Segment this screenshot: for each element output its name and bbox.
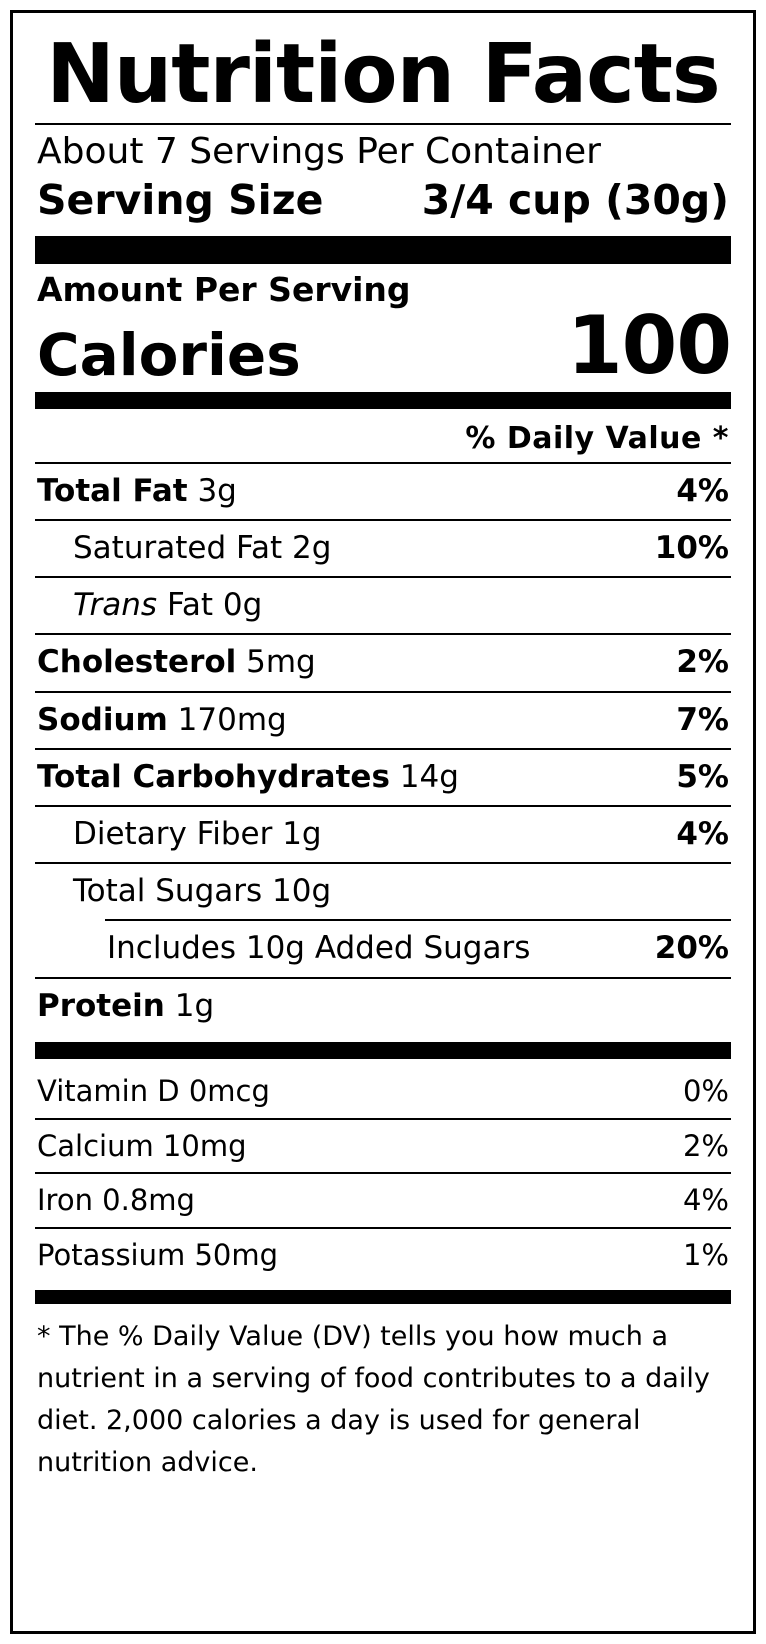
vitamin-d-dv: 0% (682, 1073, 729, 1108)
cholesterol-dv: 2% (676, 644, 729, 681)
daily-value-footnote: * The % Daily Value (DV) tells you how much a nutrient in a serving of food contributes to a daily diet. 2,000 calories a day is used for general nutrition advice. (37, 1320, 710, 1478)
total-carbohydrates-dv: 5% (676, 758, 729, 795)
page-title: Nutrition Facts (46, 27, 720, 122)
row-total-sugars (35, 862, 731, 919)
thick-divider-calories (35, 392, 731, 409)
daily-value-header: % Daily Value * (465, 420, 729, 456)
total-fat-dv: 4% (676, 472, 729, 509)
row-cholesterol (35, 633, 731, 690)
calories-row (35, 298, 731, 392)
trans-fat-label: Trans Fat 0g (73, 587, 263, 624)
row-iron (35, 1172, 731, 1227)
row-dietary-fiber (35, 805, 731, 862)
serving-size-value: 3/4 cup (30g) (421, 175, 729, 224)
saturated-fat-label: Saturated Fat 2g (73, 530, 332, 567)
calcium-dv: 2% (682, 1128, 729, 1163)
protein-label: Protein 1g (37, 987, 215, 1024)
vitamins-list (35, 1065, 731, 1282)
row-trans-fat (35, 576, 731, 633)
row-vitamin-d (35, 1065, 731, 1118)
total-sugars-label: Total Sugars 10g (73, 873, 332, 910)
added-sugars-dv: 20% (654, 930, 729, 967)
thick-divider-vitamins (35, 1042, 731, 1059)
saturated-fat-dv: 10% (654, 530, 729, 567)
thick-divider-footnote (35, 1290, 731, 1304)
serving-size-label: Serving Size (37, 175, 324, 224)
nutrients-list (35, 462, 731, 1034)
row-saturated-fat (35, 519, 731, 576)
row-total-carbohydrates (35, 748, 731, 805)
row-total-fat (35, 462, 731, 519)
calcium-label: Calcium 10mg (37, 1128, 247, 1163)
amount-per-serving-label: Amount Per Serving (37, 269, 411, 309)
calories-label: Calories (37, 320, 301, 389)
potassium-label: Potassium 50mg (37, 1238, 279, 1273)
iron-dv: 4% (682, 1183, 729, 1218)
iron-label: Iron 0.8mg (37, 1183, 195, 1218)
total-fat-label: Total Fat 3g (37, 472, 237, 509)
sodium-label: Sodium 170mg (37, 701, 287, 738)
servings-per-container: About 7 Servings Per Container (37, 130, 601, 172)
thick-divider-top (35, 236, 731, 264)
row-protein (35, 977, 731, 1034)
serving-size-row (35, 174, 731, 226)
row-added-sugars (105, 919, 731, 976)
total-carbohydrates-label: Total Carbohydrates 14g (37, 758, 459, 795)
potassium-dv: 1% (682, 1238, 729, 1273)
label-border-box (10, 10, 756, 1634)
calories-value: 100 (567, 298, 731, 392)
dietary-fiber-dv: 4% (676, 816, 729, 853)
row-sodium (35, 691, 731, 748)
added-sugars-label: Includes 10g Added Sugars (107, 930, 531, 967)
row-calcium (35, 1118, 731, 1173)
vitamin-d-label: Vitamin D 0mcg (37, 1073, 270, 1108)
sodium-dv: 7% (676, 701, 729, 738)
dietary-fiber-label: Dietary Fiber 1g (73, 816, 322, 853)
row-potassium (35, 1227, 731, 1282)
cholesterol-label: Cholesterol 5mg (37, 644, 316, 681)
